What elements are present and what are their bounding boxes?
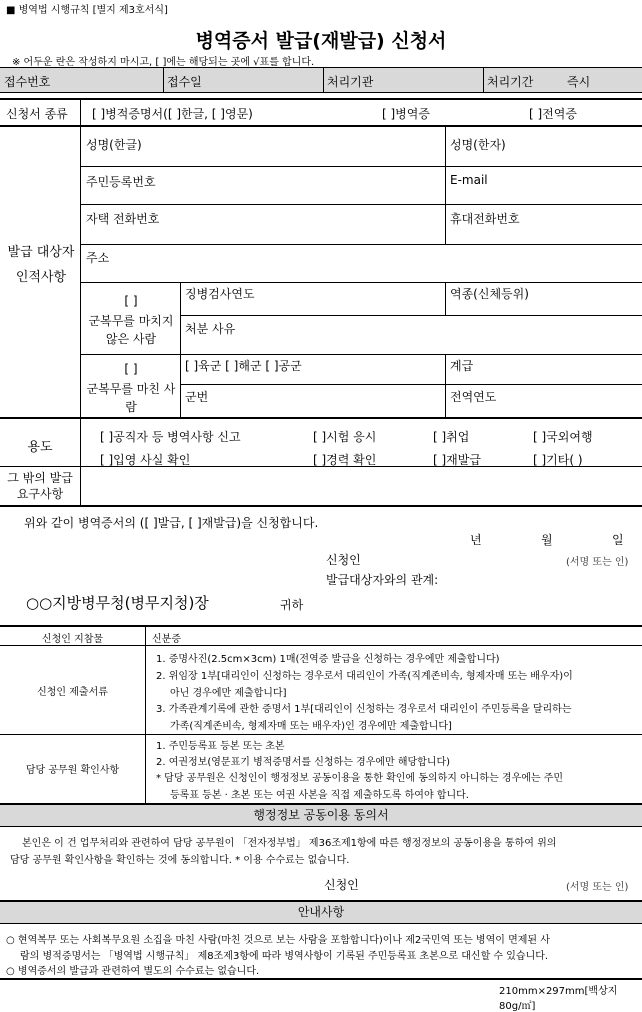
official-check-note-cont: 등록표 등본 · 초본 또는 여권 사본을 직접 제출하도록 하여야 합니다. (170, 790, 469, 801)
processing-agency-label: 처리기관 (327, 75, 374, 89)
person-section-label: 발급 대상자 인적사항 (7, 245, 75, 285)
name-chinese-field[interactable]: 성명(한자) (450, 138, 506, 152)
purpose-label: 용도 (27, 440, 53, 455)
receipt-date-label: 접수일 (167, 75, 202, 89)
official-check-1: 1. 주민등록표 등본 또는 초본 (156, 741, 285, 752)
purpose-enlistment-check[interactable]: [ ]입영 사실 확인 (100, 453, 191, 467)
applicant-label: 신청인 (326, 553, 361, 567)
type-certificate-option[interactable]: [ ]병적증명서([ ]한글, [ ]영문) (92, 107, 253, 121)
submit-doc-3: 3. 가족관계기록에 관한 증명서 1부[대리인이 신청하는 경우로서 대리인이 주민등록을 달리하는 (156, 704, 572, 715)
date-day-label: 일 (612, 533, 624, 547)
paper-spec: 210mm×297mm[백상지 80g/㎡] (499, 986, 618, 1012)
submit-docs-label: 신청인 제출서류 (37, 687, 108, 698)
consent-applicant-label: 신청인 (324, 878, 359, 892)
discharge-year-field[interactable]: 전역연도 (450, 390, 497, 404)
other-requests-field[interactable] (81, 467, 642, 505)
address-field[interactable]: 주소 (86, 251, 110, 265)
name-korean-field[interactable]: 성명(한글) (86, 138, 142, 152)
completed-label: 군복무를 마친 사람 (86, 382, 176, 414)
submit-doc-2-cont: 아닌 경우에만 제출합니다] (170, 688, 287, 699)
recipient-office: ○○지방병무청(병무지청)장 (26, 594, 209, 612)
application-type-label: 신청서 종류 (6, 107, 68, 121)
submit-doc-3-cont: 가족(직계존비속, 형제자매 또는 배우자)인 경우에만 제출합니다] (170, 721, 452, 732)
purpose-reissue[interactable]: [ ]재발급 (433, 453, 481, 467)
law-reference: ■ 병역법 시행규칙 [별지 제3호서식] (6, 5, 168, 16)
relationship-label: 발급대상자와의 관계: (326, 573, 439, 587)
application-statement: 위와 같이 병역증서의 ([ ]발급, [ ]재발급)을 신청합니다. (24, 516, 319, 530)
carry-items-label: 신청인 지참물 (41, 634, 104, 645)
purpose-overseas-travel[interactable]: [ ]국외여행 (533, 430, 593, 444)
purpose-exam[interactable]: [ ]시험 응시 (313, 430, 377, 444)
instruction-note: ※ 어두운 란은 작성하지 마시고, [ ]에는 해당되는 곳에 √표를 합니다. (12, 57, 315, 68)
guide-item-2: ○ 병역증서의 발급과 관련하여 별도의 수수료는 없습니다. (6, 966, 260, 977)
date-year-label: 년 (470, 533, 482, 547)
disposition-reason-field[interactable]: 처분 사유 (185, 322, 236, 336)
official-check-note: * 담당 공무원은 신청인이 행정정보 공동이용을 통한 확인에 동의하지 아니하는 경우에는 주민 (156, 773, 564, 784)
consent-text-1: 본인은 이 건 업무처리와 관련하여 담당 공무원이 「전자정부법」 제36조제1항에 따른 행정정보의 공동이용을 통하여 위의 (22, 838, 557, 849)
type-service-card-option[interactable]: [ ]병역증 (382, 107, 430, 121)
processing-period-value: 즉시 (567, 75, 591, 89)
guide-item-1: ○ 현역복무 또는 사회복무요원 소집을 마친 사람(마친 것으로 보는 사람을 포함합니다)이나 제2국민역 또는 병역이 면제된 사 (6, 935, 550, 946)
processing-period-label: 처리기간 (487, 75, 534, 89)
not-completed-checkbox[interactable]: [ ] (124, 294, 138, 308)
guide-title: 안내사항 (0, 902, 642, 923)
official-check-2: 2. 여권정보(영문표기 병적증명서를 신청하는 경우에만 해당합니다) (156, 757, 451, 768)
mobile-phone-field[interactable]: 휴대전화번호 (450, 212, 520, 226)
type-discharge-card-option[interactable]: [ ]전역증 (529, 107, 577, 121)
consent-text-2: 담당 공무원 확인사항을 확인하는 것에 동의합니다. * 이용 수수료는 없습니다. (10, 855, 350, 866)
not-completed-label: 군복무를 마치지 않은 사람 (88, 314, 174, 346)
home-phone-field[interactable]: 자택 전화번호 (86, 212, 160, 226)
recipient-suffix: 귀하 (280, 598, 304, 612)
email-field[interactable]: E-mail (450, 173, 488, 187)
submit-doc-1: 1. 증명사진(2.5cm×3cm) 1매(전역증 발급을 신청하는 경우에만 제출합니다) (156, 654, 500, 665)
applicant-signature[interactable]: (서명 또는 인) (566, 557, 629, 568)
purpose-other[interactable]: [ ]기타( ) (533, 453, 583, 467)
submit-doc-2: 2. 위임장 1부[대리인이 신청하는 경우로서 대리인이 가족(직계존비속, 형제자매 또는 배우자)이 (156, 671, 573, 682)
purpose-career-check[interactable]: [ ]경력 확인 (313, 453, 377, 467)
rank-field[interactable]: 계급 (450, 359, 474, 373)
official-check-label: 담당 공무원 확인사항 (25, 765, 120, 776)
guide-item-1-cont: 람의 병적증명서는 「병역법 시행규칙」 제8조제3항에 따라 병역사항이 기록된 주민등록표 초본으로 대신할 수 있습니다. (20, 951, 549, 962)
exam-year-field[interactable]: 징병검사연도 (185, 287, 255, 301)
receipt-number-label: 접수번호 (4, 75, 51, 89)
consent-title: 행정정보 공동이용 동의서 (0, 805, 642, 826)
completed-checkbox[interactable]: [ ] (124, 362, 138, 376)
service-number-field[interactable]: 군번 (185, 390, 209, 404)
purpose-employment[interactable]: [ ]취업 (433, 430, 470, 444)
page-title: 병역증서 발급(재발급) 신청서 (195, 30, 447, 52)
id-card-label: 신분증 (152, 634, 181, 645)
resident-number-field[interactable]: 주민등록번호 (86, 175, 156, 189)
branch-options[interactable]: [ ]육군 [ ]해군 [ ]공군 (185, 359, 302, 373)
consent-signature[interactable]: (서명 또는 인) (566, 882, 629, 893)
date-month-label: 월 (541, 533, 553, 547)
receipt-row (0, 68, 642, 92)
service-category-field[interactable]: 역종(신체등위) (450, 287, 529, 301)
purpose-official-report[interactable]: [ ]공직자 등 병역사항 신고 (100, 430, 241, 444)
other-requests-label: 그 밖의 발급 요구사항 (7, 471, 73, 501)
